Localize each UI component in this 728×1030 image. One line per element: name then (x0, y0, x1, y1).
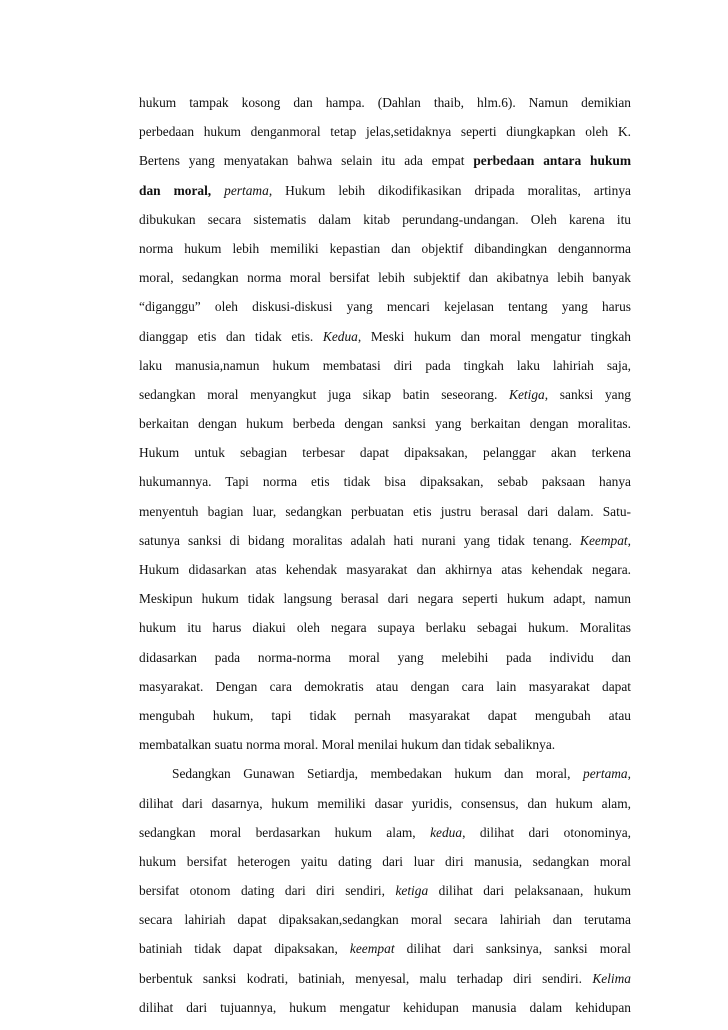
text-segment: secara lahiriah dapat dipaksakan,sedangkan moral secara lahiriah dan terutama (139, 912, 631, 928)
text-segment: dilihat dari tujuannya, hukum mengatur kehidupan manusia dalam kehidupan (139, 999, 631, 1015)
text-line (139, 934, 631, 963)
text-line (139, 88, 631, 117)
bold-text: perbedaan antara hukum (473, 153, 631, 169)
text-segment: menyentuh bagian luar, sedangkan perbuatan etis justru berasal dari dalam. Satu- (139, 503, 631, 519)
text-line (139, 964, 631, 993)
text-line (139, 497, 631, 526)
text-segment: hukum itu harus diakui oleh negara supaya berlaku sebagai hukum. Moralitas (139, 620, 631, 636)
text-line (139, 730, 631, 759)
text-segment: hukumannya. Tapi norma etis tidak bisa dipaksakan, sebab paksaan hanya (139, 474, 631, 490)
text-segment: perbedaan hukum denganmoral tetap jelas,setidaknya seperti diungkapkan oleh K. (139, 124, 631, 140)
text-segment: , sanksi yang (544, 386, 631, 402)
text-line (139, 263, 631, 292)
italic-text: Kelima (592, 970, 631, 986)
italic-text: pertama (583, 766, 628, 782)
text-line (139, 292, 631, 321)
text-segment: dianggap etis dan tidak etis. (139, 328, 323, 344)
text-segment: , Hukum lebih dikodifikasikan dripada moralitas, artinya (268, 182, 631, 198)
text-line (139, 584, 631, 613)
text-line (139, 467, 631, 496)
text-line (139, 322, 631, 351)
text-segment: satunya sanksi di bidang moralitas adalah hati nurani yang tidak tenang. (139, 532, 581, 548)
italic-text: Kedua (322, 328, 358, 344)
text-segment: mengubah hukum, tapi tidak pernah masyarakat dapat mengubah atau (139, 707, 631, 723)
text-segment: Sedangkan Gunawan Setiardja, membedakan hukum dan moral, (172, 766, 583, 782)
text-line (139, 759, 631, 788)
text-segment: laku manusia,namun hukum membatasi diri pada tingkah laku lahiriah saja, (139, 357, 631, 373)
text-segment: , (627, 766, 631, 782)
text-segment: sedangkan moral berdasarkan hukum alam, (139, 824, 431, 840)
text-segment: bersifat otonom dating dari diri sendiri, (139, 883, 396, 899)
document-body (139, 88, 631, 1022)
text-line (139, 613, 631, 642)
text-line (139, 701, 631, 730)
text-line (139, 117, 631, 146)
text-segment: Hukum untuk sebagian terbesar dapat dipaksakan, pelanggar akan terkena (139, 445, 631, 461)
text-line (139, 818, 631, 847)
text-line (139, 993, 631, 1022)
text-segment: Hukum didasarkan atas kehendak masyarakat dan akhirnya atas kehendak negara. (139, 562, 631, 577)
italic-text: Keempat (580, 532, 628, 548)
text-segment: dilihat dari pelaksanaan, hukum (428, 883, 631, 899)
text-segment: “diganggu” oleh diskusi-diskusi yang mencari kejelasan tentang yang harus (139, 299, 631, 315)
italic-text: kedua (430, 824, 463, 840)
text-segment (211, 183, 224, 198)
text-segment: , Meski hukum dan moral mengatur tingkah (357, 328, 631, 344)
text-segment: , (627, 532, 631, 548)
italic-text: pertama (224, 182, 269, 198)
text-line (139, 409, 631, 438)
text-segment: dibukukan secara sistematis dalam kitab perundang-undangan. Oleh karena itu (139, 211, 631, 227)
text-line (139, 234, 631, 263)
italic-text: Ketiga (509, 386, 545, 402)
text-segment: masyarakat. Dengan cara demokratis atau dengan cara lain masyarakat dapat (139, 678, 631, 694)
text-line (139, 176, 631, 205)
text-segment: dilihat dari sanksinya, sanksi moral (394, 941, 631, 957)
text-segment: berkaitan dengan hukum berbeda dengan sanksi yang berkaitan dengan moralitas. (139, 416, 631, 432)
text-line (139, 205, 631, 234)
text-segment: norma hukum lebih memiliki kepastian dan objektif dibandingkan dengannorma (139, 240, 631, 256)
text-segment: Bertens yang menyatakan bahwa selain itu ada empat (139, 153, 474, 169)
text-segment: didasarkan pada norma-norma moral yang melebihi pada individu dan (139, 649, 631, 665)
text-line (139, 876, 631, 905)
italic-text: keempat (349, 941, 395, 957)
text-line (139, 905, 631, 934)
text-segment: Meskipun hukum tidak langsung berasal dari negara seperti hukum adapt, namun (139, 591, 631, 607)
italic-text: ketiga (395, 883, 429, 899)
text-segment: sedangkan moral menyangkut juga sikap batin seseorang. (139, 386, 510, 402)
text-line (139, 380, 631, 409)
text-line (139, 351, 631, 380)
bold-text: dan moral, (139, 182, 212, 198)
text-line (139, 789, 631, 818)
text-line (139, 526, 631, 555)
text-line (139, 672, 631, 701)
text-segment: hukum tampak kosong dan hampa. (Dahlan thaib, hlm.6). Namun demikian (139, 95, 631, 110)
text-segment: batiniah tidak dapat dipaksakan, (139, 941, 350, 957)
text-segment: , dilihat dari otonominya, (462, 824, 631, 840)
text-line (139, 146, 631, 175)
text-segment: membatalkan suatu norma moral. Moral menilai hukum dan tidak sebaliknya. (139, 737, 556, 753)
text-line (139, 555, 631, 584)
text-line (139, 438, 631, 467)
text-segment: dilihat dari dasarnya, hukum memiliki dasar yuridis, consensus, dan hukum alam, (139, 795, 631, 811)
text-segment: berbentuk sanksi kodrati, batiniah, menyesal, malu terhadap diri sendiri. (139, 970, 593, 986)
text-line (139, 643, 631, 672)
text-segment: hukum bersifat heterogen yaitu dating dari luar diri manusia, sedangkan moral (139, 853, 631, 869)
text-segment: moral, sedangkan norma moral bersifat lebih subjektif dan akibatnya lebih banyak (139, 270, 631, 286)
text-line (139, 847, 631, 876)
